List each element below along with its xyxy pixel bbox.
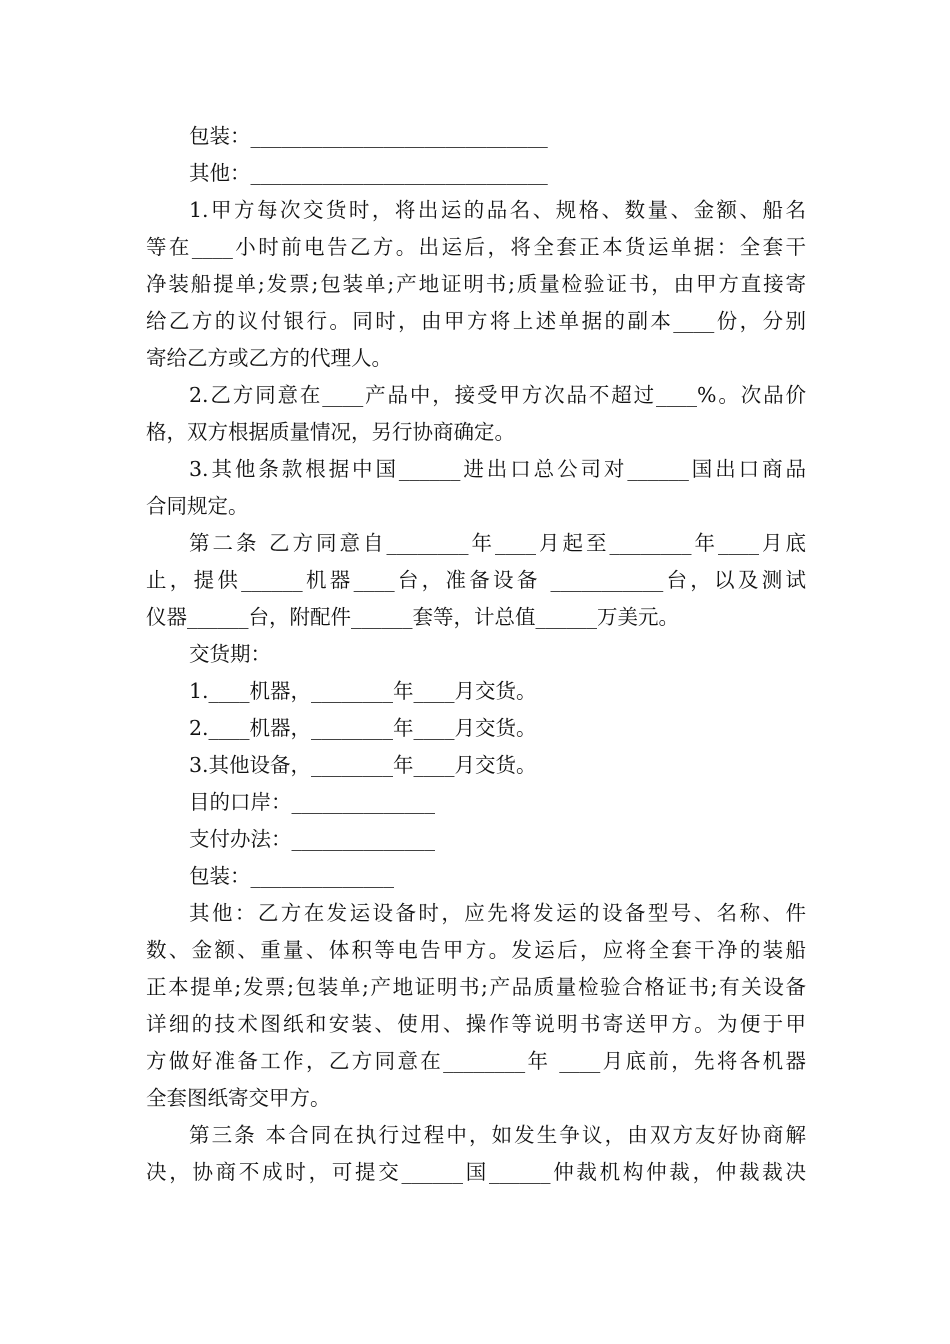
text-line: 方做好准备工作，乙方同意在________年 ____月底前，先将各机器	[146, 1049, 806, 1073]
text-line: 其他：_____________________________	[189, 161, 548, 185]
text-line: 交货期：	[189, 642, 271, 666]
text-line: 格，双方根据质量情况，另行协商确定。	[146, 420, 515, 444]
text-line: 第二条 乙方同意自________年____月起至________年____月底	[189, 531, 806, 555]
text-line: 其他：乙方在发运设备时，应先将发运的设备型号、名称、件	[189, 901, 806, 925]
document-body	[146, 118, 806, 1191]
text-line: 1.甲方每次交货时，将出运的品名、规格、数量、金额、船名	[189, 198, 806, 222]
text-line: 包装：_____________________________	[189, 124, 548, 148]
text-line: 2.乙方同意在____产品中，接受甲方次品不超过____%。次品价	[189, 383, 806, 407]
text-line: 包装：______________	[189, 864, 394, 888]
text-line: 给乙方的议付银行。同时，由甲方将上述单据的副本____份，分别	[146, 309, 806, 333]
text-line: 支付办法：______________	[189, 827, 435, 851]
text-line: 正本提单;发票;包装单;产地证明书;产品质量检验合格证书;有关设备	[146, 975, 806, 999]
text-line: 第三条 本合同在执行过程中，如发生争议，由双方友好协商解	[189, 1123, 806, 1147]
text-line: 1.____机器，________年____月交货。	[189, 679, 537, 703]
text-line: 详细的技术图纸和安装、使用、操作等说明书寄送甲方。为便于甲	[146, 1012, 806, 1036]
text-line: 决，协商不成时，可提交______国______仲裁机构仲裁，仲裁裁决	[146, 1160, 806, 1184]
text-line: 3.其他设备，________年____月交货。	[189, 753, 537, 777]
text-line: 合同规定。	[146, 494, 249, 518]
text-line: 寄给乙方或乙方的代理人。	[146, 346, 392, 370]
text-line: 目的口岸：______________	[189, 790, 435, 814]
text-line: 净装船提单;发票;包装单;产地证明书;质量检验证书，由甲方直接寄	[146, 272, 806, 296]
text-line: 等在____小时前电告乙方。出运后，将全套正本货运单据：全套干	[146, 235, 806, 259]
text-line: 仪器______台，附配件______套等，计总值______万美元。	[146, 605, 679, 629]
text-line: 全套图纸寄交甲方。	[146, 1086, 331, 1110]
text-line: 3.其他条款根据中国______进出口总公司对______国出口商品	[189, 457, 806, 481]
text-line: 数、金额、重量、体积等电告甲方。发运后，应将全套干净的装船	[146, 938, 806, 962]
text-line: 止，提供______机器____台，准备设备 ___________台，以及测试	[146, 568, 806, 592]
text-line: 2.____机器，________年____月交货。	[189, 716, 537, 740]
